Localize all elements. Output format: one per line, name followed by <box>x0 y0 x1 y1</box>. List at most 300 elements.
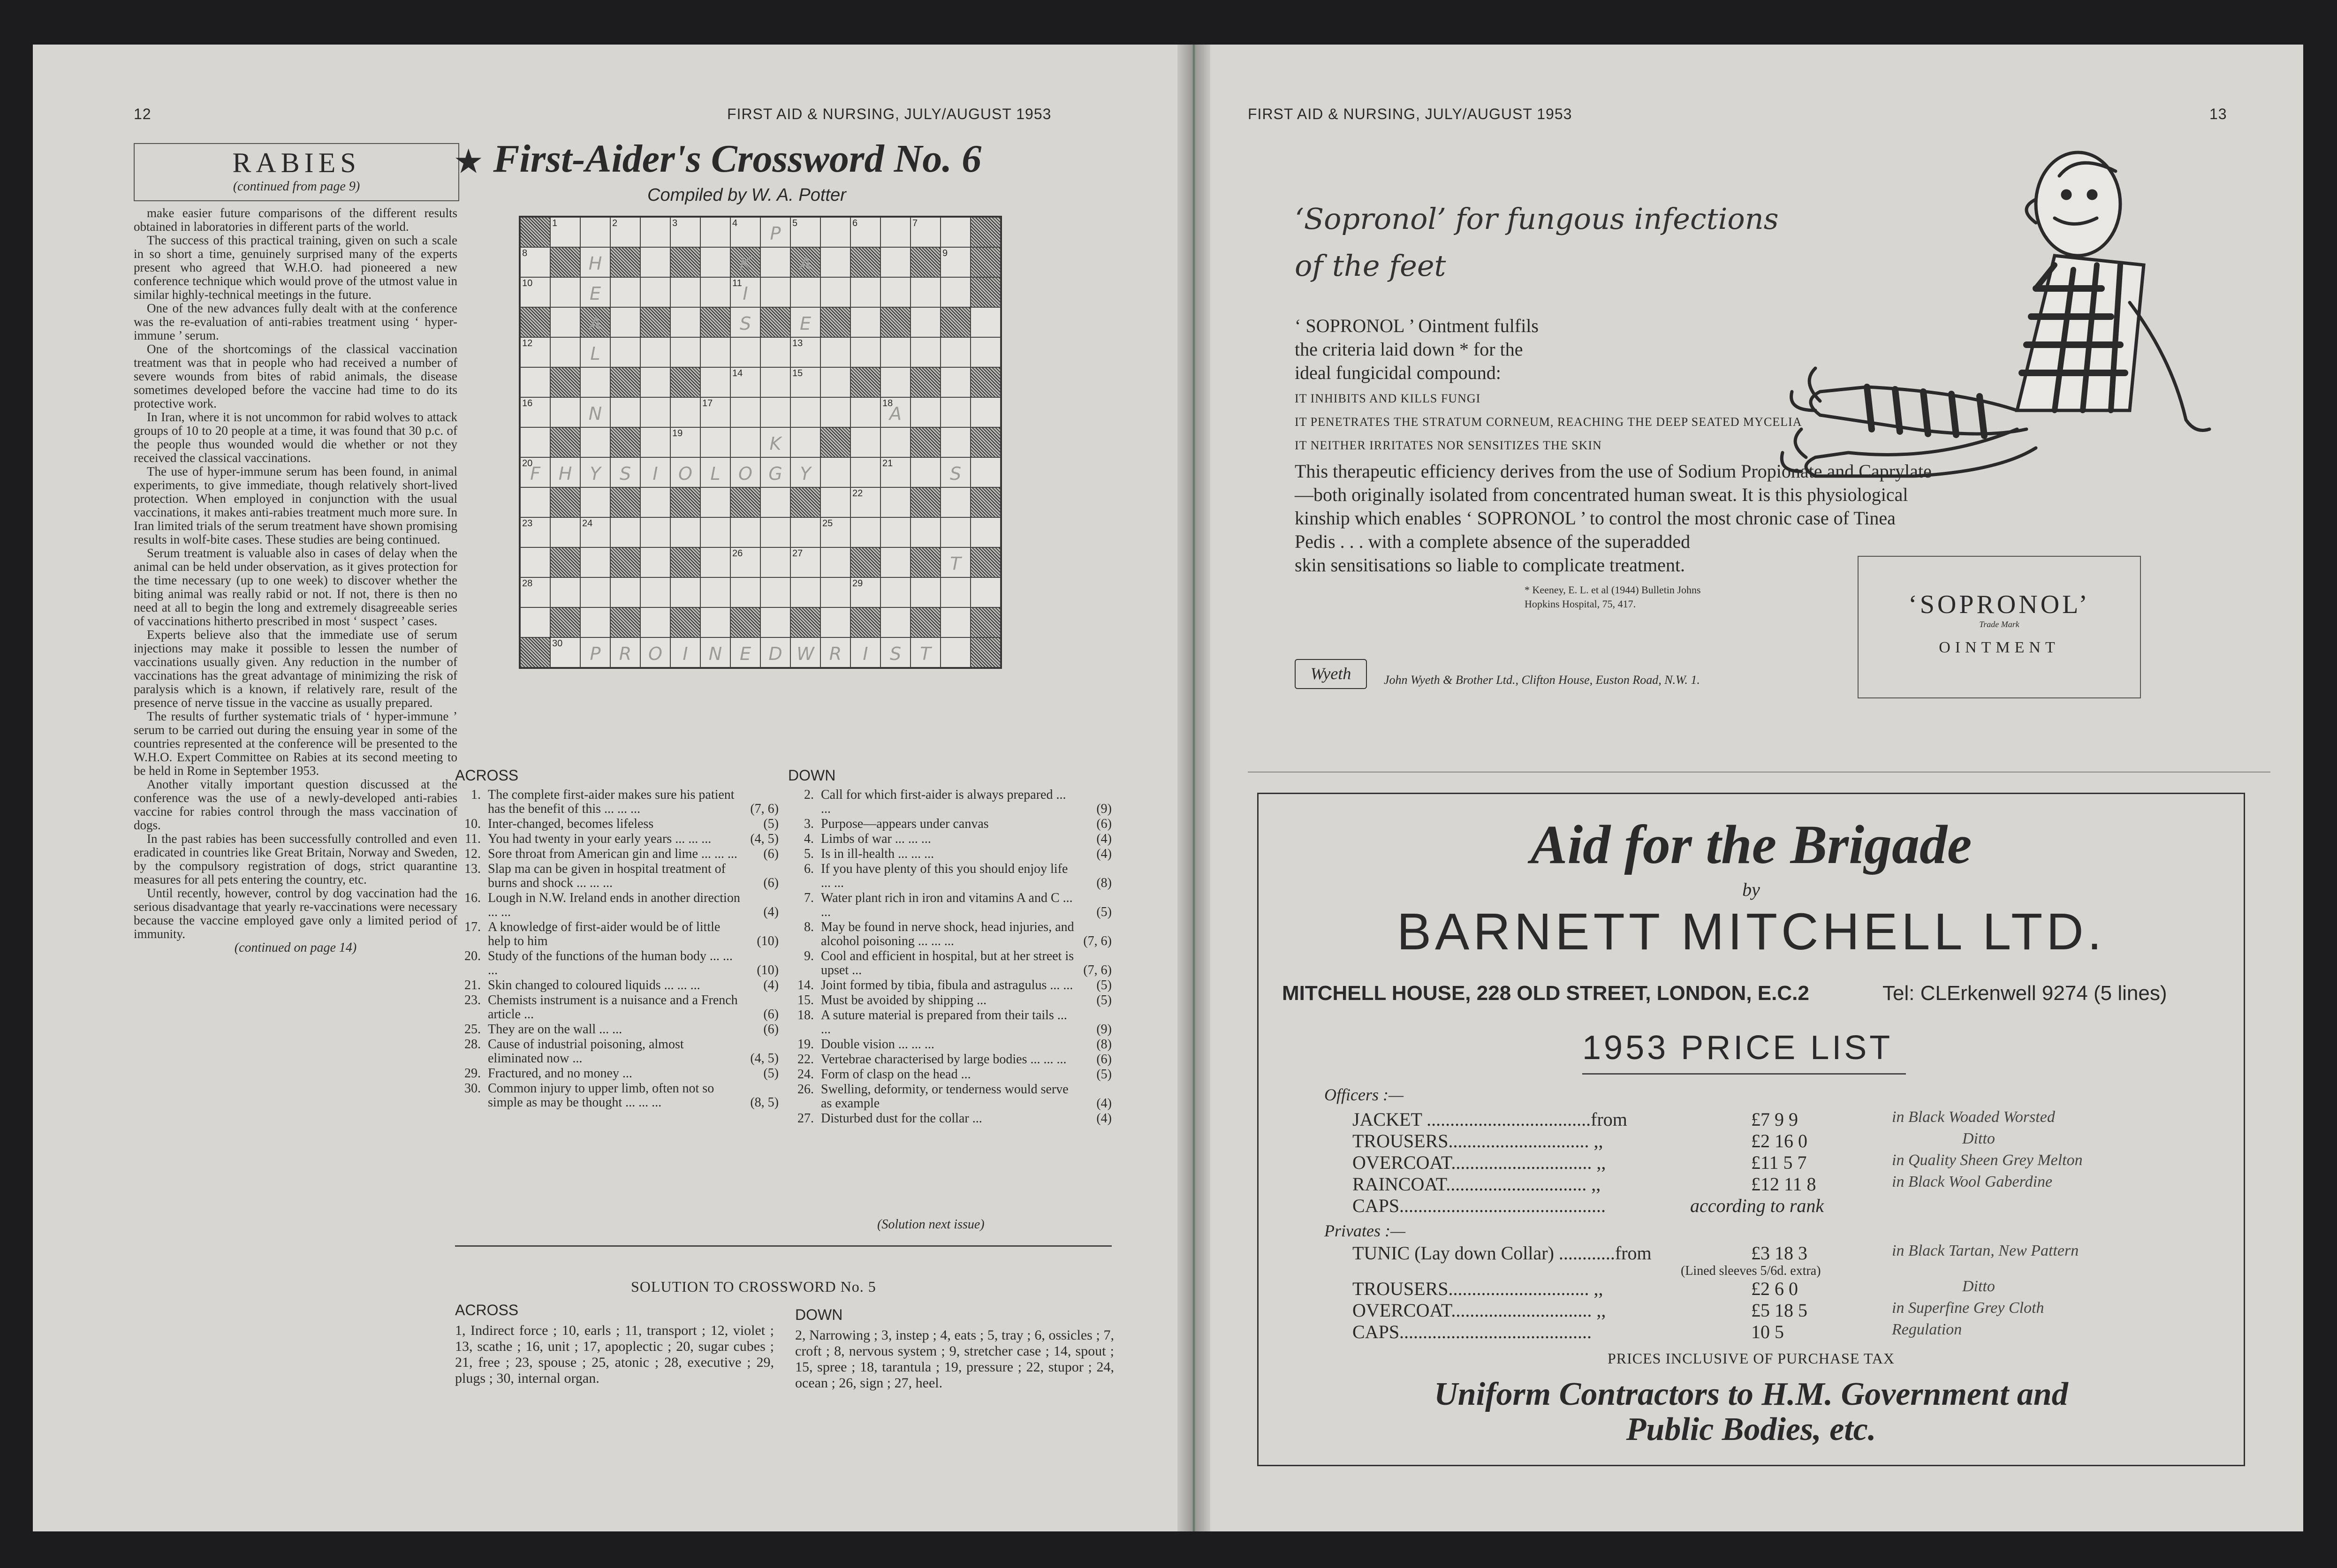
grid-cell <box>700 607 730 637</box>
sopronol-headline-2: of the feet <box>1295 249 1446 283</box>
grid-cell <box>640 217 670 247</box>
grid-cell <box>550 397 580 427</box>
clue-item <box>455 920 779 948</box>
grid-cell <box>700 427 730 457</box>
grid-black-cell <box>971 277 1001 307</box>
grid-black-cell <box>911 487 941 517</box>
officers-price-list <box>1352 1108 2220 1216</box>
pencilled-letter: L <box>710 463 721 484</box>
grid-cell <box>700 337 730 367</box>
wyeth-logo: Wyeth <box>1295 659 1367 689</box>
grid-cell <box>941 547 971 577</box>
sopronol-body-4: Pedis . . . with a complete absence of the superadded <box>1295 531 1691 552</box>
grid-cell <box>700 247 730 277</box>
grid-cell <box>580 457 610 487</box>
clue-num: 23. <box>464 993 481 1007</box>
clue-number: 14 <box>732 368 743 379</box>
grid-cell <box>640 457 670 487</box>
grid-cell <box>820 277 850 307</box>
grid-black-cell <box>760 307 790 337</box>
price-row <box>1352 1242 2220 1264</box>
article-paragraph: The results of further systematic trials of ‘ hyper-immune ’ serum to be carried out during the ensuing year in some of the countries represented at the conference will be presented to the W.H.O. Expert Committee on Rabies at its second meeting to be held in Rome in September 1953. <box>134 709 457 778</box>
clue-num: 7. <box>804 891 814 905</box>
grid-cell <box>880 547 911 577</box>
grid-cell <box>670 337 700 367</box>
pencilled-letter: N <box>708 644 722 664</box>
clue-text: Purpose—appears under canvas <box>821 817 989 831</box>
clue-number: 30 <box>552 638 563 649</box>
clue-number: 7 <box>912 218 918 228</box>
clue-text: Vertebrae characterised by large bodies ... ... ... <box>821 1052 1067 1067</box>
grid-black-cell <box>580 307 610 337</box>
grid-cell <box>640 337 670 367</box>
clue-text: A knowledge of first-aider would be of little help to him <box>488 920 721 948</box>
clue-item <box>455 1082 779 1110</box>
grid-black-cell <box>730 247 760 277</box>
clue-num: 16. <box>464 891 481 905</box>
grid-cell <box>550 637 580 667</box>
divider-rule <box>455 1245 1112 1247</box>
officers-heading: Officers :— <box>1324 1085 1404 1104</box>
grid-cell <box>760 277 790 307</box>
grid-black-cell <box>971 487 1001 517</box>
clue-num: 3. <box>804 817 814 831</box>
grid-black-cell <box>820 427 850 457</box>
price-item: TUNIC (Lay down Collar) ............from <box>1352 1242 1652 1264</box>
grid-cell <box>580 427 610 457</box>
price-value: £2 16 0 <box>1751 1130 1807 1151</box>
grid-cell <box>790 517 820 547</box>
grid-cell <box>640 427 670 457</box>
price-row <box>1352 1264 2220 1278</box>
clue-enum: (4, 5) <box>750 1051 779 1066</box>
sopronol-body-2: —both originally isolated from concentrated human sweat. It is this physiological <box>1295 484 1908 505</box>
clue-num: 6. <box>804 862 814 876</box>
grid-cell <box>760 517 790 547</box>
grid-cell <box>820 607 850 637</box>
price-item: OVERCOAT.............................. ,, <box>1352 1300 1606 1321</box>
grid-cell <box>700 637 730 667</box>
grid-cell <box>580 517 610 547</box>
price-row <box>1352 1173 2220 1195</box>
privates-heading: Privates :— <box>1324 1221 1405 1240</box>
sopronol-point-1: IT INHIBITS AND KILLS FUNGI <box>1295 392 1481 405</box>
grid-cell <box>880 607 911 637</box>
grid-cell <box>880 427 911 457</box>
rabies-article <box>134 206 457 954</box>
grid-cell <box>880 517 911 547</box>
price-description: in Black Wool Gaberdine <box>1892 1173 2053 1190</box>
clue-text: If you have plenty of this you should enjoy life ... ... <box>821 862 1068 890</box>
grid-black-cell <box>880 307 911 337</box>
grid-cell <box>550 577 580 607</box>
grid-black-cell <box>850 547 880 577</box>
grid-cell <box>941 637 971 667</box>
grid-black-cell <box>610 487 640 517</box>
clue-enum: (5) <box>763 1066 779 1081</box>
grid-cell <box>670 457 700 487</box>
clue-text: You had twenty in your early years ... ... ... <box>488 832 712 846</box>
grid-cell <box>670 307 700 337</box>
solution-next-note: (Solution next issue) <box>877 1217 985 1232</box>
clue-item <box>455 993 779 1022</box>
grid-black-cell <box>790 247 820 277</box>
clue-text: Skin changed to coloured liquids ... ... ... <box>488 978 700 992</box>
running-head-left: FIRST AID & NURSING, JULY/AUGUST 1953 <box>727 106 1052 122</box>
clue-item <box>788 1008 1112 1037</box>
grid-cell <box>670 577 700 607</box>
clue-enum: (10) <box>757 934 779 948</box>
price-row <box>1352 1278 2220 1299</box>
grid-cell <box>850 337 880 367</box>
clue-item <box>788 993 1112 1007</box>
pencilled-letter: A <box>889 403 902 424</box>
grid-cell <box>760 637 790 667</box>
sopronol-point-2: IT PENETRATES THE STRATUM CORNEUM, REACHING THE DEEP SEATED MYCELIA <box>1295 415 1802 429</box>
grid-black-cell <box>911 247 941 277</box>
grid-cell <box>520 607 550 637</box>
sopronol-lead-2: the criteria laid down * for the <box>1295 339 1523 360</box>
clue-num: 12. <box>464 847 481 861</box>
grid-cell <box>760 367 790 397</box>
closing-line-1: Uniform Contractors to H.M. Government and <box>1434 1376 2068 1412</box>
pencilled-letter: T <box>950 553 961 574</box>
grid-cell <box>880 457 911 487</box>
grid-cell <box>670 517 700 547</box>
grid-cell <box>610 517 640 547</box>
clue-enum: (7, 6) <box>1083 934 1112 948</box>
clue-num: 14. <box>797 978 814 992</box>
grid-cell <box>880 367 911 397</box>
grid-cell <box>610 577 640 607</box>
clue-enum: (6) <box>763 1007 779 1022</box>
article-paragraph: In Iran, where it is not uncommon for rabid wolves to attack groups of 10 to 20 people at a time, it was found that 30 p.c. of the people thus wounded would die whether or not they received the classical vaccinations. <box>134 410 457 465</box>
crossword-title: First-Aider's Crossword No. 6 <box>493 137 982 181</box>
grid-cell <box>850 307 880 337</box>
solution-down: 2, Narrowing ; 3, instep ; 4, eats ; 5, tray ; 6, ossicles ; 7, croft ; 8, nervous system ; 9, stretcher case ; 14, spout ; 15, spree ; 18, tarantula ; 19, pressure ; 22, stupor ; 24, ocean ; 26, sign ; 27, heel. <box>795 1327 1114 1391</box>
grid-cell <box>580 547 610 577</box>
grid-cell <box>610 637 640 667</box>
price-item: TROUSERS.............................. ,, <box>1352 1130 1603 1151</box>
grid-cell <box>610 277 640 307</box>
grid-black-cell <box>971 607 1001 637</box>
across-clues <box>455 788 779 1111</box>
grid-cell <box>790 547 820 577</box>
company-telephone: Tel: CLErkenwell 9274 (5 lines) <box>1882 982 2167 1005</box>
pencilled-letter: I <box>653 463 658 484</box>
grid-cell <box>790 457 820 487</box>
clue-item <box>788 949 1112 977</box>
right-page <box>1210 45 2303 1531</box>
sopronol-point-3: IT NEITHER IRRITATES NOR SENSITIZES THE SKIN <box>1295 439 1602 452</box>
pencilled-letter: Y <box>800 463 811 484</box>
pencilled-letter: S <box>619 463 631 484</box>
grid-cell <box>971 457 1001 487</box>
grid-black-cell <box>670 607 700 637</box>
grid-cell <box>610 457 640 487</box>
grid-cell <box>700 397 730 427</box>
clue-num: 13. <box>464 862 481 876</box>
grid-cell <box>640 607 670 637</box>
article-paragraph: Until recently, however, control by dog vaccination had the serious disadvantage that yearly re-vaccinations were necessary because the vaccine employed gave only a limited period of immunity. <box>134 886 457 941</box>
crossword-heading <box>455 136 1159 182</box>
price-description: in Black Tartan, New Pattern <box>1892 1242 2079 1259</box>
clue-item <box>455 817 779 831</box>
pencilled-letter: I <box>863 644 868 664</box>
clue-number: 11 <box>732 278 742 288</box>
price-value: £2 6 0 <box>1751 1278 1798 1299</box>
grid-black-cell <box>520 217 550 247</box>
grid-cell <box>520 457 550 487</box>
running-head-right: FIRST AID & NURSING, JULY/AUGUST 1953 <box>1248 106 1572 122</box>
clue-num: 11. <box>465 832 481 846</box>
crossword-compiler: Compiled by W. A. Potter <box>647 185 846 205</box>
solution-title: SOLUTION TO CROSSWORD No. 5 <box>631 1278 876 1295</box>
grid-black-cell <box>971 367 1001 397</box>
grid-black-cell <box>610 607 640 637</box>
grid-cell <box>730 457 760 487</box>
clue-num: 27. <box>797 1111 814 1126</box>
grid-cell <box>700 517 730 547</box>
wyeth-address: John Wyeth & Brother Ltd., Clifton House, Euston Road, N.W. 1. <box>1384 673 1700 687</box>
grid-cell <box>700 577 730 607</box>
grid-cell <box>850 427 880 457</box>
grid-cell <box>760 577 790 607</box>
pencilled-letter: K <box>769 433 782 454</box>
clue-enum: (5) <box>1096 993 1112 1007</box>
clue-enum: (7, 6) <box>1083 963 1112 977</box>
grid-cell <box>880 217 911 247</box>
grid-cell <box>520 337 550 367</box>
clue-item <box>455 788 779 816</box>
grid-cell <box>880 637 911 667</box>
grid-cell <box>941 367 971 397</box>
grid-cell <box>790 577 820 607</box>
grid-cell <box>911 397 941 427</box>
grid-black-cell <box>911 547 941 577</box>
clue-number: 5 <box>792 218 798 228</box>
brigade-ad-box <box>1257 793 2245 1466</box>
pencilled-letter: W <box>797 644 814 664</box>
clue-text: Limbs of war ... ... ... <box>821 832 931 846</box>
grid-black-cell <box>911 367 941 397</box>
grid-black-cell <box>941 307 971 337</box>
grid-cell <box>700 457 730 487</box>
grid-cell <box>730 367 760 397</box>
pencilled-letter: O <box>648 644 662 664</box>
clue-text: The complete first-aider makes sure his patient has the benefit of this ... ... ... <box>488 788 735 816</box>
grid-cell <box>670 277 700 307</box>
grid-black-cell <box>610 367 640 397</box>
clue-item <box>455 1023 779 1037</box>
privates-price-list <box>1352 1242 2220 1342</box>
clue-number: 22 <box>852 488 863 499</box>
brigade-by: by <box>1742 879 1760 900</box>
price-value: according to rank <box>1690 1195 1824 1216</box>
pencilled-letter: G <box>768 463 782 484</box>
clue-num: 4. <box>804 832 814 846</box>
price-value: £7 9 9 <box>1751 1109 1798 1130</box>
pencilled-letter: O <box>678 463 692 484</box>
clue-num: 9. <box>804 949 814 963</box>
grid-cell <box>941 487 971 517</box>
grid-cell <box>911 577 941 607</box>
grid-cell <box>520 247 550 277</box>
price-list-title: 1953 PRICE LIST <box>1582 1029 1893 1067</box>
price-row <box>1352 1299 2220 1321</box>
clue-text: Study of the functions of the human body ... ... ... <box>488 949 733 977</box>
clue-num: 8. <box>804 920 814 934</box>
solution-across-heading: ACROSS <box>455 1302 519 1318</box>
clue-enum: (6) <box>763 847 779 861</box>
price-item: TROUSERS.............................. ,, <box>1352 1278 1603 1299</box>
clue-number: 6 <box>852 218 858 228</box>
grid-cell <box>580 217 610 247</box>
clue-number: 17 <box>702 398 713 409</box>
grid-black-cell <box>820 307 850 337</box>
grid-cell <box>820 517 850 547</box>
grid-black-cell <box>850 367 880 397</box>
pencilled-letter: S <box>739 313 751 334</box>
pencilled-letter: D <box>768 644 782 664</box>
magazine-spread <box>33 45 2303 1531</box>
clue-number: 19 <box>672 428 683 439</box>
clue-num: 24. <box>797 1067 814 1082</box>
article-paragraph: make easier future comparisons of the different results obtained in laboratories in different parts of the world. <box>134 206 457 234</box>
pencilled-letter: T <box>920 644 931 664</box>
price-item: OVERCOAT.............................. ,, <box>1352 1152 1606 1173</box>
article-paragraph: One of the new advances fully dealt with at the conference was the re-evaluation of anti-rabies treatment using ‘ hyper-immune ’ serum. <box>134 301 457 342</box>
grid-black-cell <box>640 307 670 337</box>
grid-cell <box>520 277 550 307</box>
clue-item <box>788 862 1112 890</box>
clue-number: 23 <box>522 518 533 529</box>
clue-item <box>788 817 1112 831</box>
clue-enum: (5) <box>1096 905 1112 919</box>
man-sitting-illustration <box>1773 148 2242 485</box>
grid-black-cell <box>520 637 550 667</box>
pencilled-letter: P <box>770 223 781 244</box>
grid-cell <box>640 367 670 397</box>
clue-item <box>455 862 779 890</box>
grid-cell <box>790 337 820 367</box>
grid-cell <box>580 397 610 427</box>
grid-cell <box>730 337 760 367</box>
grid-cell <box>760 547 790 577</box>
clue-number: 13 <box>792 338 803 348</box>
grid-cell <box>610 337 640 367</box>
grid-cell <box>670 427 700 457</box>
clue-enum: (9) <box>1096 802 1112 816</box>
pencilled-letter: Y <box>590 463 601 484</box>
sopronol-brand: ‘SOPRONOL’ <box>1908 590 2090 619</box>
grid-cell <box>760 607 790 637</box>
price-value: £3 18 3 <box>1751 1242 1807 1264</box>
grid-cell <box>640 247 670 277</box>
grid-cell <box>850 397 880 427</box>
grid-black-cell <box>850 247 880 277</box>
grid-cell <box>820 247 850 277</box>
grid-cell <box>850 217 880 247</box>
clue-item <box>788 1083 1112 1111</box>
sopronol-footnote-2: Hopkins Hospital, 75, 417. <box>1525 598 1636 610</box>
clue-item <box>455 891 779 919</box>
clue-text: Disturbed dust for the collar ... <box>821 1111 982 1126</box>
clue-item <box>455 1038 779 1066</box>
clue-text: Swelling, deformity, or tenderness would serve as example <box>821 1082 1069 1111</box>
price-value: £5 18 5 <box>1751 1300 1807 1321</box>
grid-cell <box>730 577 760 607</box>
closing-line-2: Public Bodies, etc. <box>1626 1411 1876 1447</box>
clue-text: Lough in N.W. Ireland ends in another direction ... ... <box>488 891 740 919</box>
grid-cell <box>850 637 880 667</box>
grid-cell <box>640 277 670 307</box>
clue-item <box>455 1067 779 1081</box>
article-paragraph: The success of this practical training, given on such a scale in so short a time, genuinely surprised many of the experts present who agreed that W.H.O. had pioneered a new conference technique which would prove of the utmost value in similar highly-technical meetings in the future. <box>134 233 457 302</box>
clue-enum: (6) <box>763 1022 779 1037</box>
price-item: CAPS............................................ <box>1352 1195 1606 1216</box>
grid-cell <box>760 487 790 517</box>
clue-num: 1. <box>471 788 481 802</box>
clue-number: 27 <box>792 548 803 559</box>
grid-cell <box>550 277 580 307</box>
grid-cell <box>640 637 670 667</box>
clue-text: Sore throat from American gin and lime ... ... ... <box>488 847 737 861</box>
star-icon: ★ <box>455 145 482 178</box>
grid-cell <box>941 217 971 247</box>
clue-text: They are on the wall ... ... <box>488 1022 622 1037</box>
clue-enum: (4) <box>1096 832 1112 846</box>
grid-cell <box>640 547 670 577</box>
clue-number: 15 <box>792 368 803 379</box>
grid-cell <box>550 337 580 367</box>
article-paragraph: The use of hyper-immune serum has been found, in animal experiments, to give immediate, though relatively short-lived protection. When employed in conjunction with the usual vaccinations, it makes anti-rabies treatment much more sure. In Iran limited trials of the serum treatment have shown promising results in wolf-bite cases. These studies are being continued. <box>134 464 457 546</box>
grid-cell <box>640 397 670 427</box>
grid-cell <box>520 397 550 427</box>
clue-text: Double vision ... ... ... <box>821 1037 934 1052</box>
grid-black-cell <box>971 427 1001 457</box>
grid-cell <box>820 637 850 667</box>
clue-item <box>455 847 779 861</box>
book-gutter <box>1177 45 1210 1531</box>
pencilled-letter: E <box>739 644 751 664</box>
price-description: in Quality Sheen Grey Melton <box>1892 1151 2083 1169</box>
sopronol-footnote-1: * Keeney, E. L. et al (1944) Bulletin Johns <box>1525 584 1701 596</box>
pencilled-letter: I <box>683 644 688 664</box>
rabies-header-box <box>134 143 459 201</box>
grid-cell <box>880 337 911 367</box>
grid-cell <box>640 517 670 547</box>
grid-black-cell <box>550 547 580 577</box>
grid-cell <box>880 577 911 607</box>
grid-cell <box>640 487 670 517</box>
grid-black-cell <box>550 427 580 457</box>
clue-num: 18. <box>797 1008 814 1023</box>
clue-num: 22. <box>797 1052 814 1067</box>
rabies-title: RABIES <box>232 147 361 178</box>
clue-enum: (9) <box>1096 1022 1112 1037</box>
clue-item <box>455 949 779 977</box>
tax-note: PRICES INCLUSIVE OF PURCHASE TAX <box>1607 1350 1895 1367</box>
grid-cell <box>670 217 700 247</box>
article-paragraph: In the past rabies has been successfully controlled and even eradicated in countries like Great Britain, Norway and Sweden, by the compulsory registration of dogs, strict quarantine measures for all pets entering the country, etc. <box>134 832 457 886</box>
clue-num: 15. <box>797 993 814 1007</box>
company-name: BARNETT MITCHELL LTD. <box>1396 903 2106 961</box>
page-number-right: 13 <box>2209 106 2227 122</box>
grid-cell <box>850 517 880 547</box>
grid-cell <box>941 607 971 637</box>
price-description: in Superfine Grey Cloth <box>1892 1299 2044 1317</box>
